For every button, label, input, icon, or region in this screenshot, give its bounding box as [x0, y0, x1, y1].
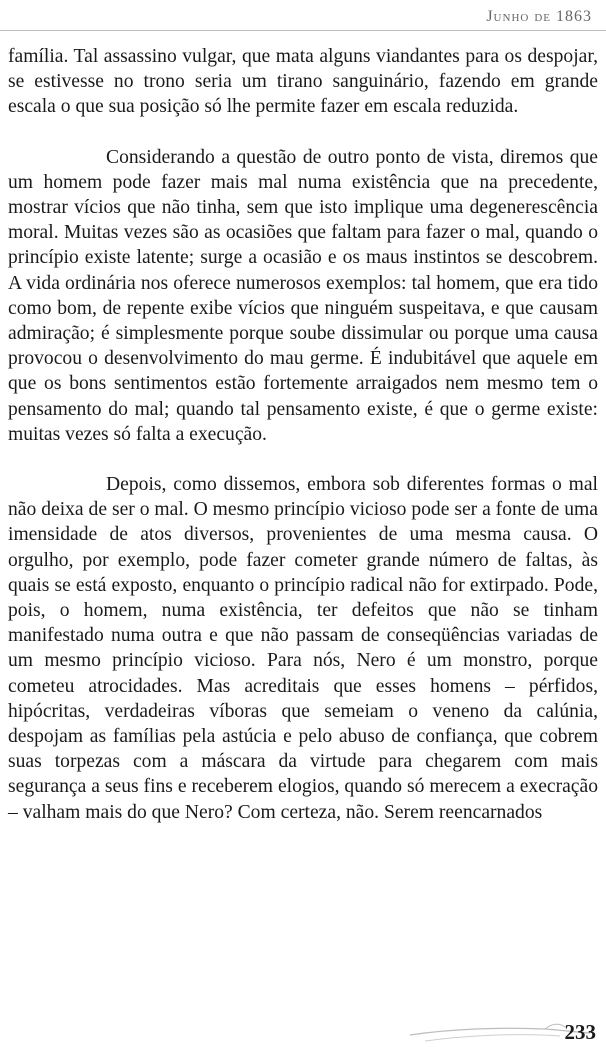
paragraph-1: família. Tal assassino vulgar, que mata alguns viandantes para os despojar, se estivesse no trono seria um tirano sanguinário, fazendo em grande escala o que sua posição só lhe permite fazer em escala reduzida. — [8, 46, 598, 118]
paragraph-3: Depois, como dissemos, embora sob diferentes formas o mal não deixa de ser o mal. O mesmo princípio vicioso pode ser a fonte de uma imensidade de atos diversos, provenientes de uma mesma causa. O orgulho, por exemplo, pode fazer cometer grande número de faltas, às quais se está exposto, enquanto o princípio radical não for extirpado. Pode, pois, o homem, numa existência, ter defeitos que não se tinham manifestado numa outra e que não passam de conseqüências variadas de um mesmo princípio vicioso. Para nós, Nero é um monstro, porque cometeu atrocidades. Mas acreditais que esses homens – pérfidos, hipócritas, verdadeiras víboras que semeiam o veneno da calúnia, despojam as famílias pela astúcia e pelo abuso de confiança, que cobrem suas torpezas com a máscara da virtude para chegarem com mais segurança a seus fins e receberem elogios, quando só merecem a execração – valham mais do que Nero? Com certeza, não. Serem reencarnados — [8, 474, 598, 823]
page-number: 233 — [564, 1020, 596, 1044]
header-rule — [0, 30, 606, 31]
paragraph-2: Considerando a questão de outro ponto de vista, diremos que um homem pode fazer mais mal numa existência que na precedente, mostrar vícios que não tinha, sem que isto implique uma degenerescência moral. Muitas vezes são as ocasiões que faltam para fazer o mal, quando o princípio existe latente; surge a ocasião e os maus instintos se descobrem. A vida ordinária nos oferece numerosos exemplos: tal homem, que era tido como bom, de repente exibe vícios que ninguém suspeitava, e que causam admiração; é simplesmente porque soube dissimular ou porque uma causa provocou o desenvolvimento do mau germe. É indubitável que aquele em que os bons sentimentos estão fortemente arraigados nem mesmo tem o pensamento do mal; quando tal pensamento existe, é que o germe existe: muitas vezes só falta a execução. — [8, 146, 598, 445]
body-text — [8, 44, 598, 825]
running-header: Junho de 1863 — [486, 8, 592, 25]
footer-ornament — [0, 1005, 606, 1055]
